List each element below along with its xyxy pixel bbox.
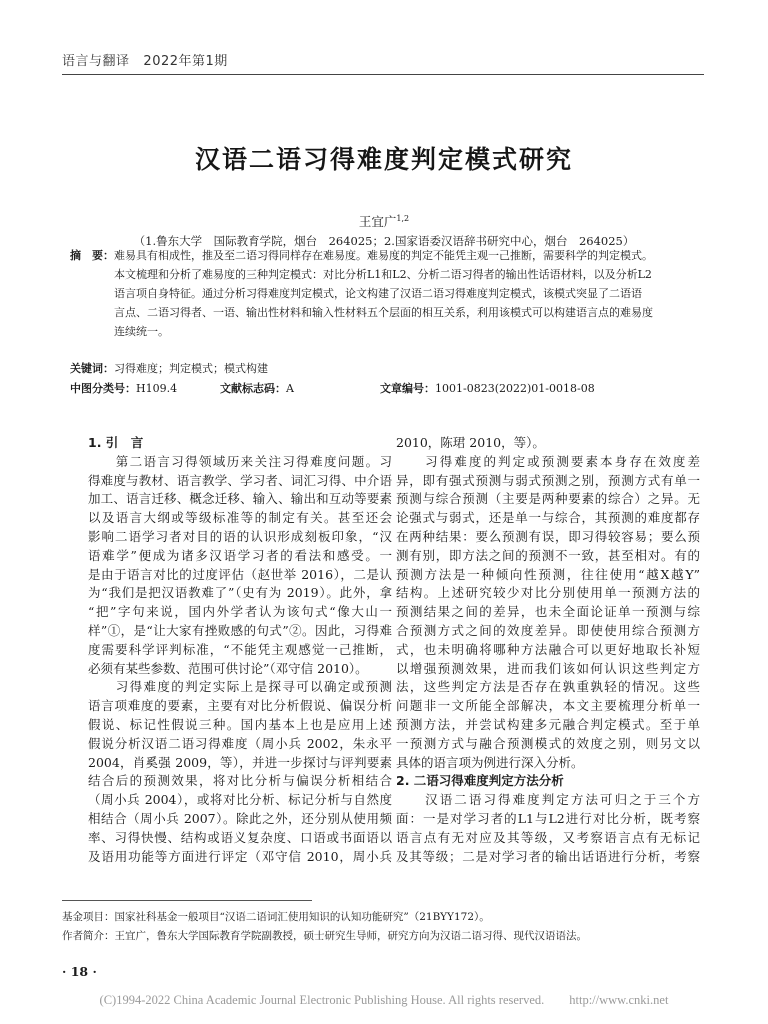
body-text-line: 问题非一文所能全部解决，本文主要梳理分析单一 [396,698,700,714]
keywords [70,360,268,376]
document-code: 文献标志码：A [220,382,294,395]
body-text-line: 以增强预测效果，进而我们该如何认识这些判定方 [396,660,700,676]
body-text-line: 结构。上述研究较少对比分别使用单一预测方法的 [396,585,700,601]
body-text-line: 及其等级；二是对学习者的输出话语进行分析，考察 [396,848,700,864]
article-number: 文章编号：1001-0823(2022)01-0018-08 [380,382,595,395]
page-number: · 18 · [62,964,97,979]
body-text-line: 式，也未明确将哪种方法融合可以更好地取长补短 [396,641,700,657]
body-text-line: 在两种结果：要么预测有误，即习得较容易；要么预 [396,528,700,544]
keywords-text: 习得难度；判定模式；模式构建 [114,362,268,375]
body-text-line: 第二语言习得领域历来关注习得难度问题。习 [88,453,392,469]
body-text-line: 习得难度的判定实际上是探寻可以确定或预测 [88,679,392,695]
footnotes [62,908,587,946]
body-text-line: 以及语言大纲或等级标准等的制定有关。甚至还会 [88,510,392,526]
body-text-line: 是由于语言对比的过度评估（赵世举 2016），二是认 [88,566,392,582]
body-text-line: 加工、语言迁移、概念迁移、输入、输出和互动等要素 [88,491,392,507]
body-text-line: 结合后的预测效果，将对比分析与偏误分析相结合 [88,773,392,789]
body-text-line: “把”字句来说，国内外学者认为该句式“像大山一 [88,604,392,620]
body-text-line: 2010，陈珺 2010，等）。 [396,435,545,450]
abstract-line: 本文梳理和分析了难易度的三种判定模式：对比分析L1和L2、分析二语习得者的输出性话语材料，以及分析L2 [114,268,652,281]
body-text-line: 为“我们是把汉语教难了”（史有为 2019）。此外，拿 [88,585,392,601]
body-text-line: 测有别，即方法之间的预测不一致，甚至相对。有的 [396,547,700,563]
funding-note: 基金项目：国家社科基金一般项目“汉语二语词汇使用知识的认知功能研究”（21BYY172）。 [62,911,490,923]
body-text-line: 预测结果之间的差异，也未全面论证单一预测与综 [396,604,700,620]
keywords-label: 关键词： [70,362,114,375]
paper-title: 汉语二语习得难度判定模式研究 [194,145,573,174]
body-text-line: （周小兵 2004），或将对比分析、标记分析与自然度 [88,792,392,808]
body-text-line: 异，即有强式预测与弱式预测之别，预测方式有单一 [396,472,700,488]
copyright-watermark: (C)1994-2022 China Academic Journal Electronic Publishing House. All rights reserved. http://www.cnki.net [99,993,669,1007]
body-text-line: 习得难度的判定或预测要素本身存在效度差 [396,453,700,469]
section-heading: 2. 二语习得难度判定方法分析 [396,773,564,789]
body-text-line: 合预测方式之间的效度差异。即使使用综合预测方 [396,622,700,638]
body-text-line: 语言点有无对应及其等级，又考察语言点有无标记 [396,829,700,845]
clc-code: 中图分类号：H109.4 [70,382,178,395]
header-divider [62,74,704,75]
abstract-line: 语言项自身特征。通过分析习得难度判定模式，论文构建了汉语二语习得难度判定模式，该模式突显了二语语 [114,287,642,300]
body-text-line: 2004，肖奚强 2009，等），并进一步探讨与评判要素 [88,754,392,770]
body-text-line: 论强式与弱式，还是单一与综合，其预测的难度都存 [396,510,700,526]
body-text-line: 语难学”便成为诸多汉语学习者的看法和感受。一 [88,547,392,563]
body-text-line: 预测方法，并尝试构建多元融合判定模式。至于单 [396,716,700,732]
author-affiliation: （1.鲁东大学 国际教育学院，烟台 264025；2.国家语委汉语辞书研究中心，烟台 264025） [133,234,635,248]
body-text-line: 语言项难度的要素，主要有对比分析假说、偏误分析 [88,698,392,714]
abstract-label: 摘 要： [70,249,114,262]
section-heading: 1. 引 言 [88,435,144,450]
author-bio-note: 作者简介：王宜广，鲁东大学国际教育学院副教授，硕士研究生导师，研究方向为汉语二语习得、现代汉语语法。 [62,930,587,942]
body-text-line: 得难度与教材、语言教学、学习者、词汇习得、中介语 [88,472,392,488]
body-text-line: 及语用功能等方面进行评定（邓守信 2010，周小兵 [88,848,392,864]
body-text-line: 预测与综合预测（主要是两种要素的综合）之异。无 [396,491,700,507]
author-affiliation-marker: 1,2 [396,213,410,223]
abstract-line: 连续统一。 [114,325,169,338]
body-text-line: 具体的语言项为例进行深入分析。 [396,754,584,770]
body-text-line: 汉语二语习得难度判定方法可归之于三个方 [396,792,700,808]
body-text-line: 假说分析汉语二语习得难度（周小兵 2002，朱永平 [88,735,392,751]
body-text-line: 影响二语学习者对目的语的认识形成刻板印象，“汉 [88,528,392,544]
author-name: 王宜广 [358,214,397,229]
body-text-line: 法，这些判定方法是否存在孰重孰轻的情况。这些 [396,679,700,695]
abstract-line: 言点、二语习得者、一语、输出性材料和输入性材料五个层面的相互关系，利用该模式可以构建语言点的难易度 [114,306,653,319]
body-text-line: 面：一是对学习者的L1与L2进行对比分析，既考察 [396,810,700,826]
body-text-line: 预测方法是一种倾向性预测，往往使用“越X越Y” [396,566,700,582]
body-text-line: 一预测方式与融合预测模式的效度之别，则另文以 [396,735,700,751]
journal-header [62,50,228,69]
footnote-divider [62,900,312,901]
body-text-line: 度需要科学评判标准，“不能凭主观感觉一己推断， [88,641,392,657]
body-column-left [88,434,392,866]
body-text-line: 样”①，是“让大家有挫败感的句式”②。因此，习得难 [88,622,392,638]
journal-issue: 2022年第1期 [143,54,228,69]
journal-name: 语言与翻译 [62,54,130,69]
body-text-line: 相结合（周小兵 2007）。除此之外，还分别从使用频 [88,810,392,826]
abstract-line: 摘 要：难易具有相成性，推及至二语习得同样存在难易度。难易度的判定不能凭主观一己推断，需要科学的判定模式。 [70,249,653,262]
body-column-right [396,434,700,866]
body-text-line: 率、习得快慢、结构或语义复杂度、口语或书面语以 [88,829,392,845]
body-text-line: 假说、标记性假说三种。国内基本上也是应用上述 [88,716,392,732]
author-line [0,212,768,230]
abstract [70,246,704,341]
body-text-line: 必须有某些参数、范围可供讨论”（邓守信 2010）。 [88,660,368,676]
